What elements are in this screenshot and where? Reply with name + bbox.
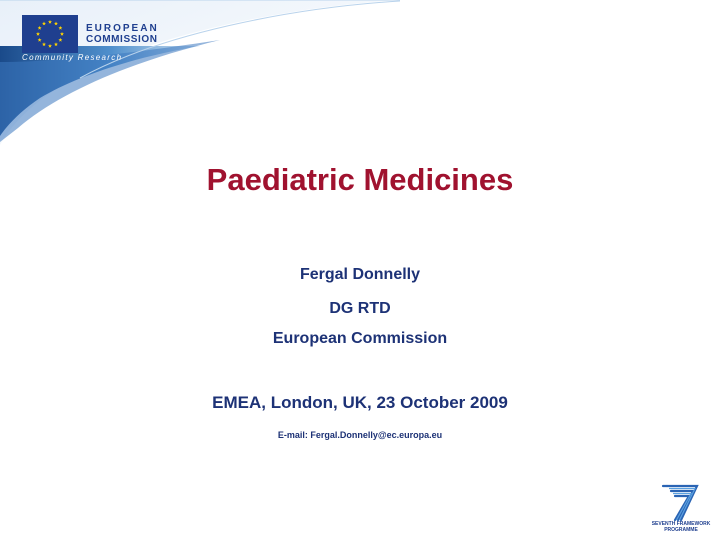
european-commission-logo [22, 14, 159, 54]
fp7-caption-line1: SEVENTH FRAMEWORK [651, 521, 711, 527]
community-research-tagline: Community Research [22, 53, 123, 62]
contact-email: E-mail: Fergal.Donnelly@ec.europa.eu [277, 430, 443, 440]
logo-line-commission: COMMISSION [86, 34, 158, 45]
slide-title: Paediatric Medicines [206, 162, 514, 197]
logo-line-european: EUROPEAN [86, 23, 159, 34]
presenter-name: Fergal Donnelly [299, 266, 421, 283]
fp7-caption [648, 521, 714, 533]
presenter-organization: European Commission [272, 330, 448, 347]
presenter-department: DG RTD [329, 300, 391, 317]
fp7-caption-line2: PROGRAMME [664, 527, 698, 533]
event-details: EMEA, London, UK, 23 October 2009 [212, 393, 508, 412]
eu-flag-icon [22, 15, 78, 53]
